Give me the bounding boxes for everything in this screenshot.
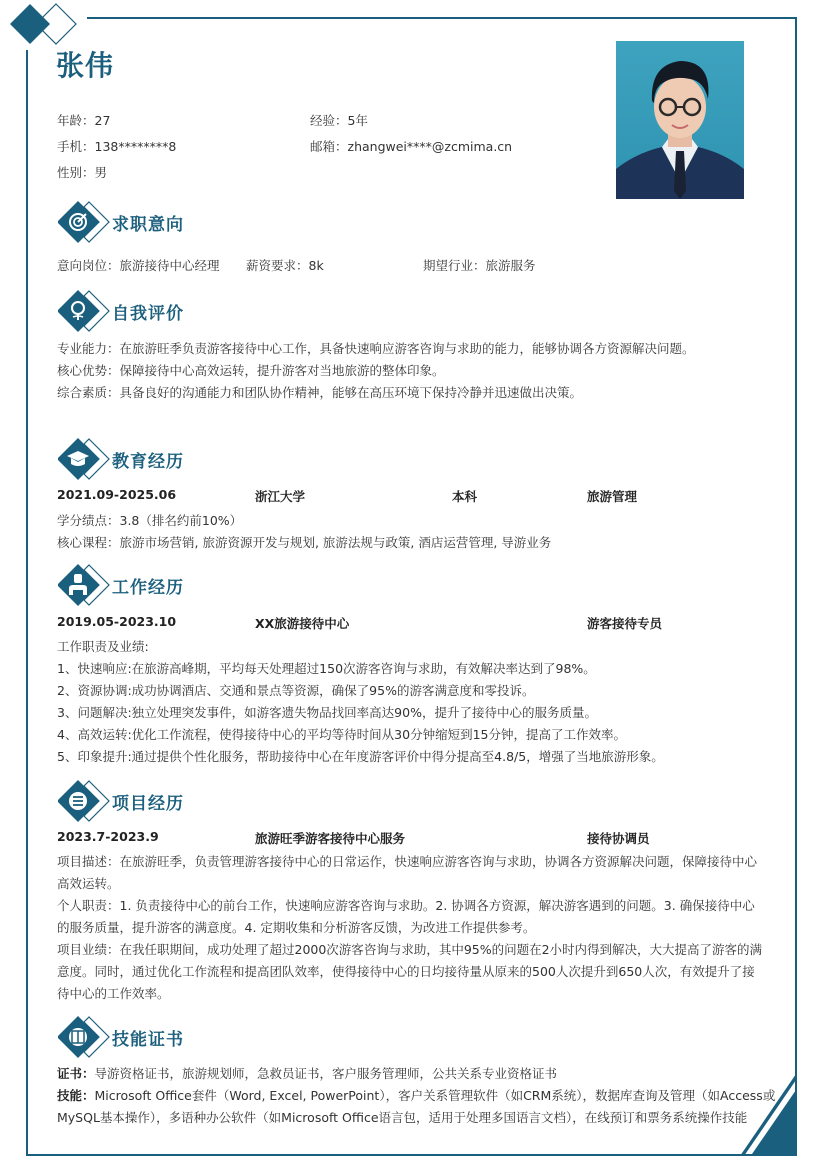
graduation-cap-icon	[58, 437, 110, 481]
project-results: 项目业绩：在我任职期间，成功处理了超过2000次游客咨询与求助，其中95%的问题在2小时内得到解决，大大提高了游客的满意度。同时，通过优化工作流程和提高团队效率，使得接待中心的日均接待量从原来的500人次提升到650人次，有效提升了接待中心的工作效率。	[57, 942, 763, 1001]
section-title: 项目经历	[112, 793, 184, 814]
certificates-line	[57, 1063, 777, 1085]
education-courses: 核心课程：旅游市场营销, 旅游资源开发与规划, 旅游法规与政策, 酒店运营管理, 导游业务	[57, 535, 552, 550]
info-value: 男	[94, 165, 108, 180]
info-label: 邮箱：	[310, 139, 348, 154]
project-content	[57, 851, 767, 1005]
project-description: 项目描述：在旅游旺季，负责管理游客接待中心的日常运作，快速响应游客咨询与求助，协调各方资源解决问题，保障接待中心高效运转。	[57, 854, 758, 891]
info-label: 年龄：	[57, 113, 95, 128]
info-value: 27	[94, 113, 111, 128]
section-title: 教育经历	[112, 451, 184, 472]
section-title: 技能证书	[112, 1029, 184, 1050]
info-label: 经验：	[310, 113, 348, 128]
flower-icon	[58, 289, 110, 333]
info-label: 性别：	[57, 165, 95, 180]
self-eval-line: 专业能力：在旅游旺季负责游客接待中心工作，具备快速响应游客咨询与求助的能力，能够协调各方资源解决问题。	[57, 341, 695, 356]
list-icon	[58, 779, 110, 823]
intent-salary: 薪资要求：8k	[246, 258, 324, 273]
work-company: XX旅游接待中心	[255, 616, 350, 631]
project-duties: 个人职责：1. 负责接待中心的前台工作，快速响应游客咨询与求助。2. 协调各方资源，解决游客遇到的问题。3. 确保接待中心的服务质量，提升游客的满意度。4. 定期收集和分析游客反馈，为改进工作提供参考。	[57, 898, 755, 935]
skill-label: 技能：	[57, 1088, 95, 1103]
info-email	[310, 137, 512, 155]
frame-top-border	[87, 17, 797, 19]
work-item: 4、高效运转:优化工作流程，使得接待中心的平均等待时间从30分钟缩短到15分钟，提高了工作效率。	[57, 727, 626, 742]
project-role: 接待协调员	[587, 831, 650, 846]
skills-content	[57, 1063, 777, 1129]
self-eval-line: 核心优势：保障接待中心高效运转，提升游客对当地旅游的整体印象。	[57, 363, 445, 378]
book-icon	[58, 1015, 110, 1059]
info-gender	[57, 163, 107, 181]
section-header-self-eval	[58, 289, 184, 333]
frame-bottom-border	[26, 1154, 797, 1156]
section-header-skills	[58, 1015, 184, 1059]
education-period: 2021.09-2025.06	[57, 487, 177, 502]
section-header-intent	[58, 200, 184, 244]
target-icon	[58, 200, 110, 244]
self-eval-line: 综合素质：具备良好的沟通能力和团队协作精神，能够在高压环境下保持冷静并迅速做出决策。	[57, 385, 583, 400]
work-period: 2019.05-2023.10	[57, 614, 177, 629]
frame-left-border	[26, 50, 28, 1156]
work-item: 3、问题解决:独立处理突发事件，如游客遗失物品找回率高达90%，提升了接待中心的服务质量。	[57, 705, 597, 720]
education-gpa: 学分绩点：3.8（排名约前10%）	[57, 513, 243, 528]
education-major: 旅游管理	[587, 489, 638, 504]
info-value: 5年	[347, 113, 368, 128]
intent-industry: 期望行业：旅游服务	[423, 258, 536, 273]
work-intro: 工作职责及业绩:	[57, 639, 149, 654]
candidate-name: 张伟	[56, 49, 115, 82]
info-phone	[57, 137, 176, 155]
section-title: 求职意向	[112, 214, 184, 235]
education-school: 浙江大学	[255, 489, 306, 504]
skills-line	[57, 1085, 777, 1129]
self-eval-content	[57, 338, 767, 404]
work-item: 2、资源协调:成功协调酒店、交通和景点等资源，确保了95%的游客满意度和零投诉。	[57, 683, 535, 698]
cert-value: 导游资格证书，旅游规划师，急救员证书，客户服务管理师，公共关系专业资格证书	[94, 1066, 558, 1081]
info-experience	[310, 111, 368, 129]
info-age	[57, 111, 110, 129]
section-header-project	[58, 779, 184, 823]
section-title: 工作经历	[112, 577, 184, 598]
corner-diamond-icon	[8, 2, 80, 48]
frame-right-border	[795, 17, 797, 1156]
work-item: 1、快速响应:在旅游高峰期，平均每天处理超过150次游客咨询与求助，有效解决率达到了98%。	[57, 661, 596, 676]
profile-photo	[616, 41, 744, 199]
section-header-work	[58, 563, 184, 607]
info-label: 手机：	[57, 139, 95, 154]
work-content	[57, 636, 767, 768]
section-title: 自我评价	[112, 303, 184, 324]
education-degree: 本科	[452, 489, 478, 504]
info-value: zhangwei****@zcmima.cn	[347, 139, 513, 154]
work-role: 游客接待专员	[587, 616, 663, 631]
person-icon	[58, 563, 110, 607]
project-period: 2023.7-2023.9	[57, 829, 159, 844]
cert-label: 证书：	[57, 1066, 95, 1081]
info-value: 138********8	[94, 139, 177, 154]
skill-value: Microsoft Office套件（Word, Excel, PowerPoint），客户关系管理软件（如CRM系统），数据库查询及管理（如Access或MySQL基本操作），多语种办公软件（如Microsoft Office语言包，适用于处理多国语言文档），在线预订和票务系统操作技能	[57, 1088, 776, 1125]
project-name: 旅游旺季游客接待中心服务	[255, 831, 406, 846]
work-item: 5、印象提升:通过提供个性化服务，帮助接待中心在年度游客评价中得分提高至4.8/5，增强了当地旅游形象。	[57, 749, 664, 764]
section-header-education	[58, 437, 184, 481]
intent-position: 意向岗位：旅游接待中心经理	[57, 258, 220, 273]
